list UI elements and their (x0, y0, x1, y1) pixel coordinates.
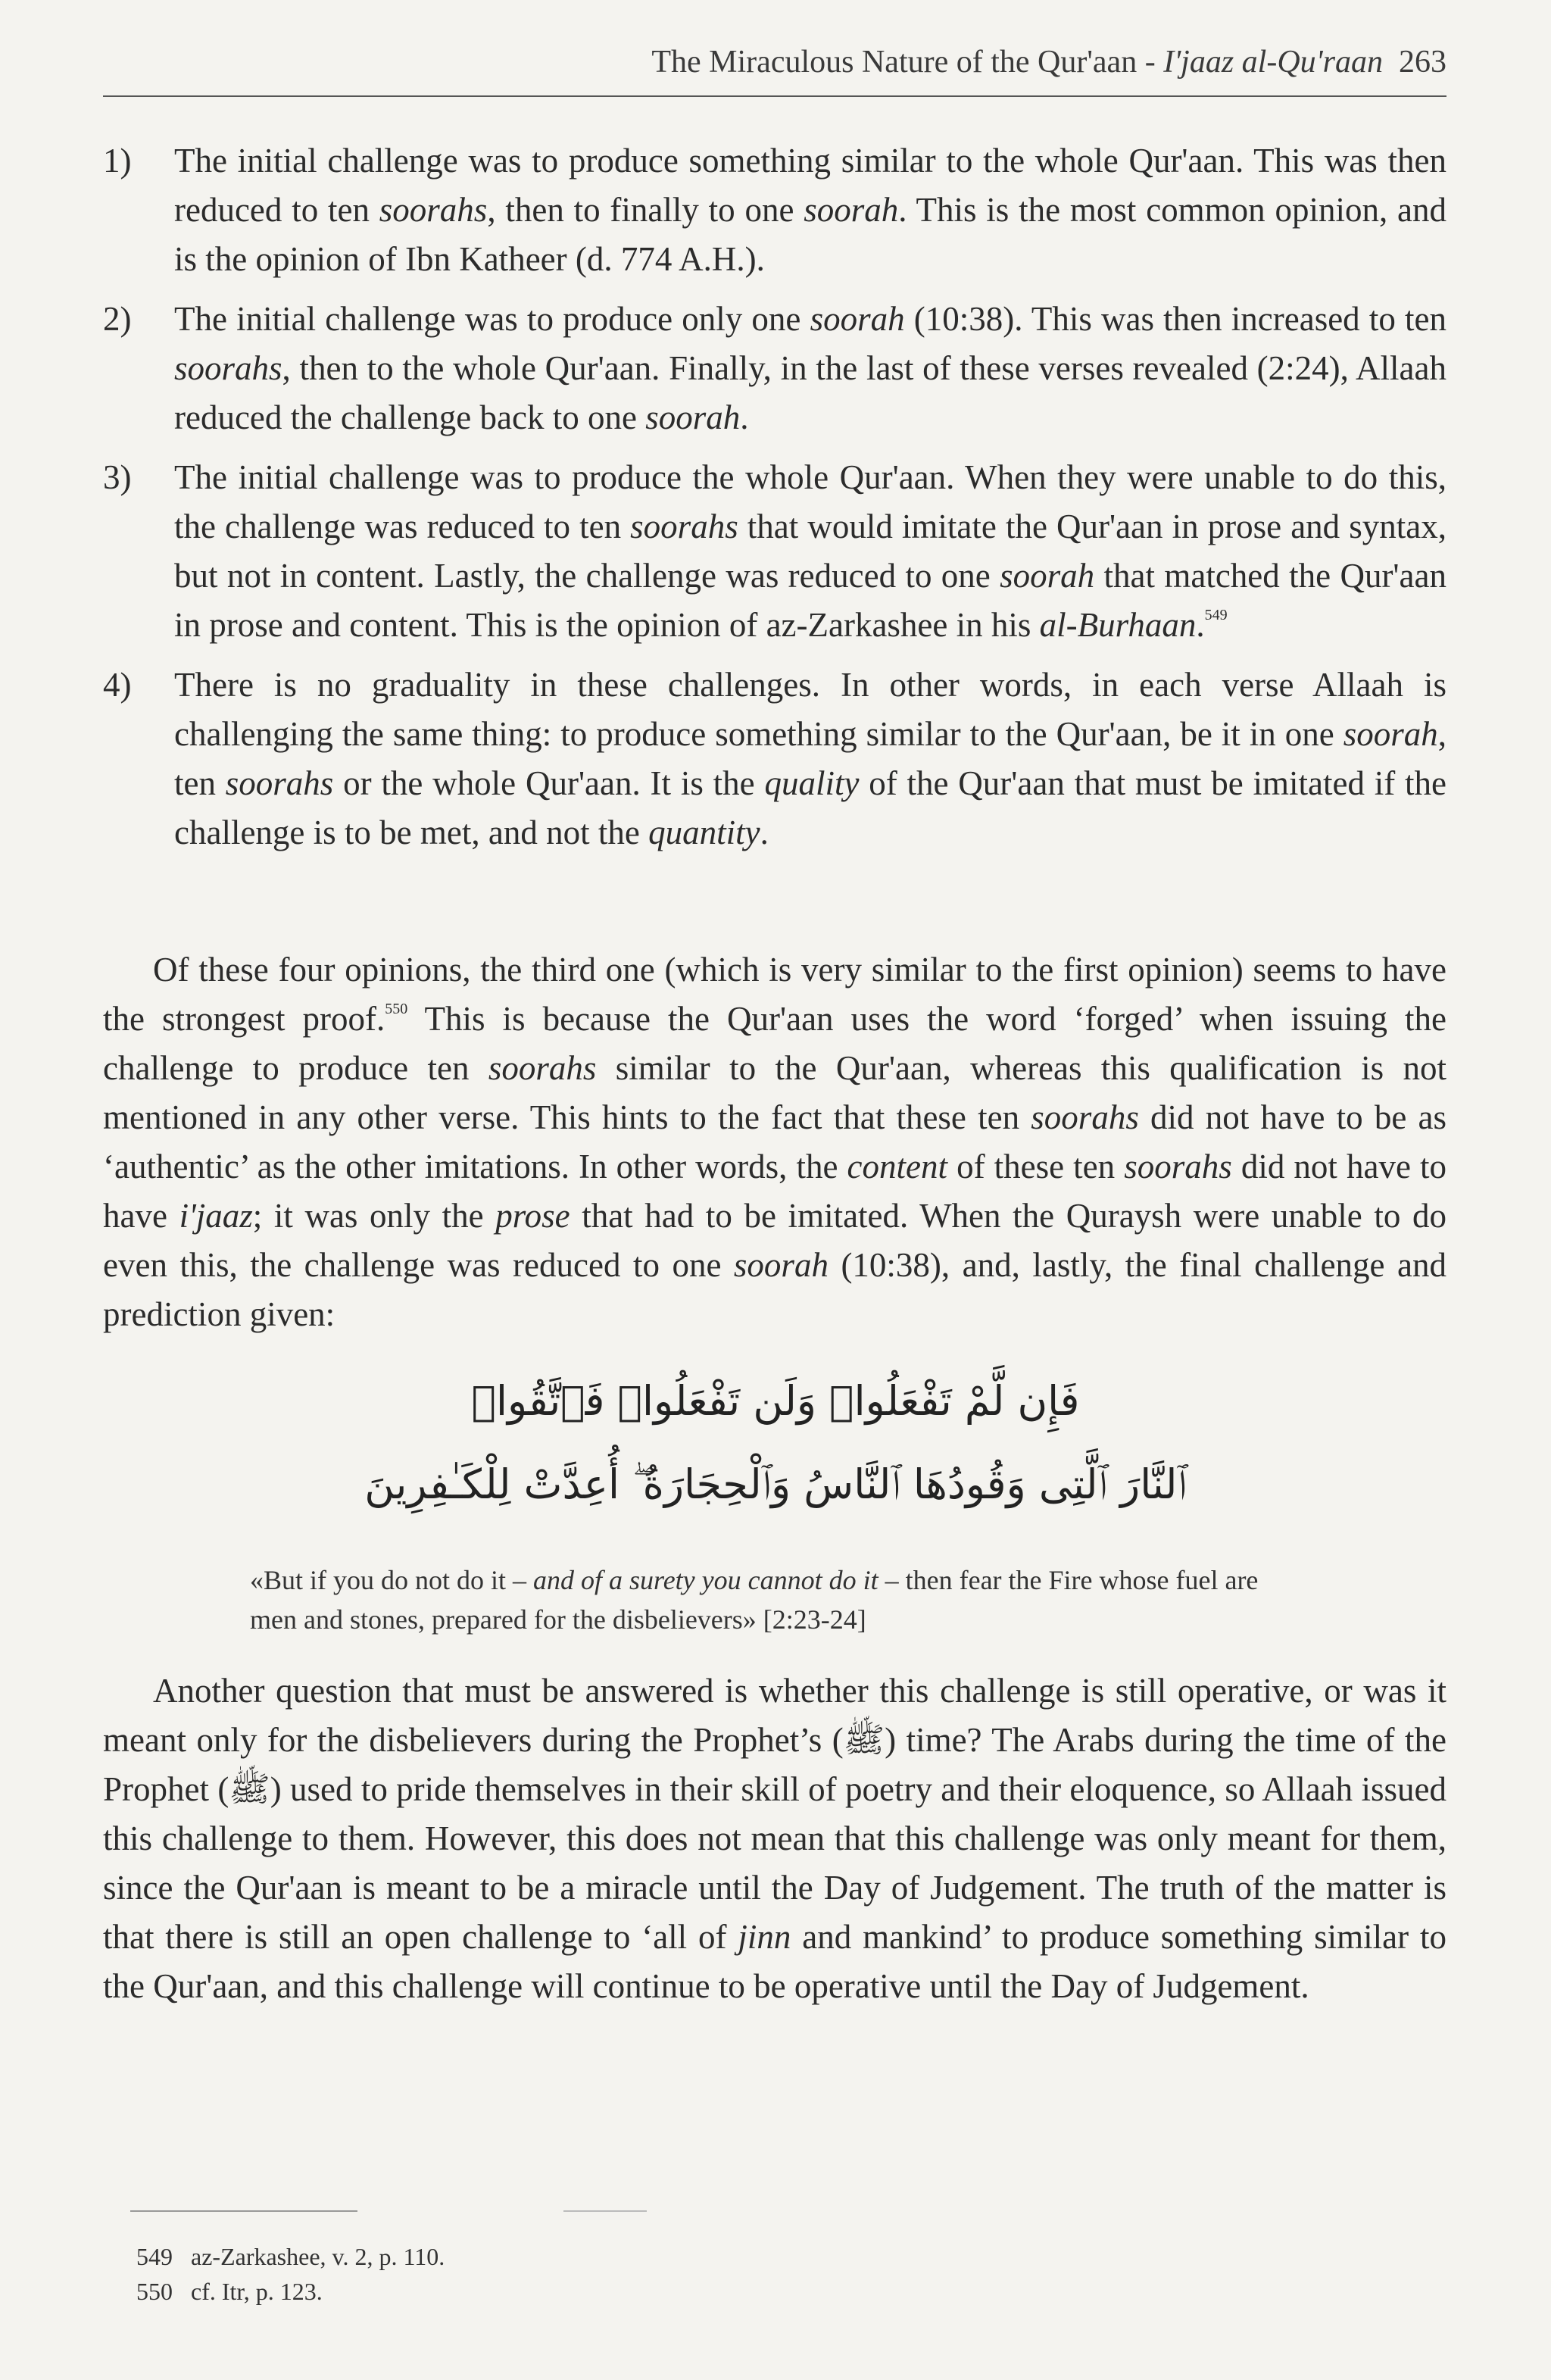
list-text: The initial challenge was to produce only one soorah (10:38). This was then increased to ten soorahs, then to the whole Qur'aan. Finally, in the last of these verses revealed (2:24), Allaah reduced the challenge back to one soorah. (174, 300, 1446, 436)
arabic-verse-line: ٱلنَّارَ ٱلَّتِى وَقُودُهَا ٱلنَّاسُ وَٱلْحِجَارَةُ ۖ أُعِدَّتْ لِلْكَـٰفِرِينَ (364, 1460, 1187, 1508)
verse-translation: «But if you do not do it – and of a surety you cannot do it – then fear the Fire whose fuel are men and stones, prepared for the disbelievers» [2:23-24] (250, 1565, 1259, 1635)
footnote-rule (130, 2210, 357, 2212)
list-text: The initial challenge was to produce the whole Qur'aan. When they were unable to do this, the challenge was reduced to ten soorahs that would imitate the Qur'aan in prose and syntax, but not in content. Lastly, the challenge was reduced to one soorah that matched the Qur'aan in prose and content. This is the opinion of az-Zarkashee in his al-Burhaan.$^{549}$ (174, 458, 1446, 644)
footnote-text: az-Zarkashee, v. 2, p. 110. (191, 2243, 445, 2270)
list-number: 3) (103, 458, 132, 496)
list-item (103, 295, 1446, 442)
footnotes (136, 2239, 1045, 2309)
footnote-number: 550 (136, 2278, 173, 2305)
footnote-number: 549 (136, 2243, 173, 2270)
list-text: There is no graduality in these challenges. In other words, in each verse Allaah is challenging the same thing: to produce something similar to the Qur'aan, be it in one soorah, ten soorahs or the whole Qur'aan. It is the quality of the Qur'aan that must be imitated if the challenge is to be met, and not the quantity. (174, 666, 1447, 851)
page-number: 263 (1399, 45, 1446, 80)
body-paragraph: Of these four opinions, the third one (which is very similar to the first opinion) seems to have the strongest proof.$^{550}$ This is because the Qur'aan uses the word ‘forged’ when issuing the challenge to produce ten soorahs similar to the Qur'aan, whereas this qualification is not mentioned in any other verse. This hints to the fact that these ten soorahs did not have to be as ‘authentic’ as the other imitations. In other words, the content of these ten soorahs did not have to have i'jaaz; it was only the prose that had to be imitated. When the Quraysh were unable to do even this, the challenge was reduced to one soorah (10:38), and, lastly, the final challenge and prediction given: (103, 951, 1447, 1333)
list-number: 4) (103, 666, 132, 704)
list-item (103, 453, 1446, 650)
arabic-verse-line: فَإِن لَّمْ تَفْعَلُوا۟ وَلَن تَفْعَلُوا۟ فَٱتَّقُوا۟ (471, 1377, 1080, 1425)
header-title: The Miraculous Nature of the Qur'aan - (651, 45, 1164, 80)
list-item (103, 661, 1446, 857)
footnote-text: cf. Itr, p. 123. (191, 2278, 323, 2305)
list-item (103, 136, 1446, 284)
list-number: 2) (103, 300, 132, 338)
body-paragraph: Another question that must be answered is whether this challenge is still operative, or was it meant only for the disbelievers during the Prophet’s (ﷺ) time? The Arabs during the time of the Prophet (ﷺ) used to pride themselves in their skill of poetry and their eloquence, so Allaah issued this challenge to them. However, this does not mean that this challenge was only meant for them, since the Qur'aan is meant to be a miracle until the Day of Judgement. The truth of the matter is that there is still an open challenge to ‘all of jinn and mankind’ to produce something similar to the Qur'aan, and this challenge will continue to be operative until the Day of Judgement. (103, 1672, 1446, 2005)
opinions-list (103, 136, 1446, 868)
header-title-italic: I'jaaz al-Qu'raan (1163, 45, 1383, 80)
list-text: The initial challenge was to produce something similar to the whole Qur'aan. This was then reduced to ten soorahs, then to finally to one soorah. This is the most common opinion, and is the opinion of Ibn Katheer (d. 774 A.H.). (174, 142, 1446, 278)
footnote-rule (563, 2210, 647, 2212)
running-header (103, 44, 1446, 80)
list-number: 1) (103, 142, 132, 180)
footnote (136, 2274, 1045, 2309)
header-rule (103, 95, 1446, 97)
footnote (136, 2239, 1045, 2274)
